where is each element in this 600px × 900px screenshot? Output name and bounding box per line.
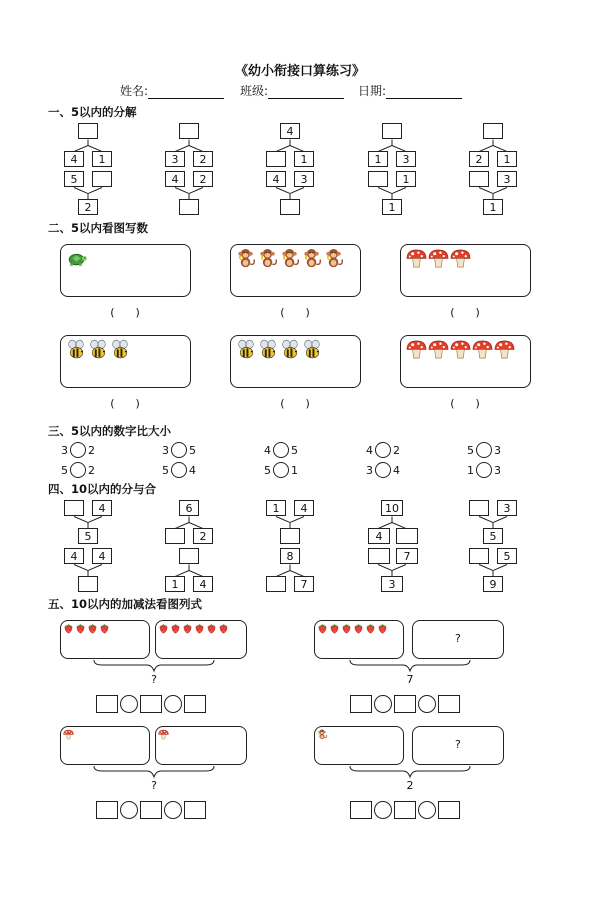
tree-top-box[interactable]: 8	[280, 548, 300, 564]
compare-circle[interactable]	[70, 462, 86, 478]
connector-line	[290, 194, 291, 200]
mushroom-icon	[63, 729, 74, 740]
monkey-icon	[236, 248, 257, 269]
bee-icon	[110, 339, 131, 360]
equation-row	[96, 695, 208, 713]
compare-circle[interactable]	[375, 442, 391, 458]
tree-right-box[interactable]: 2	[193, 151, 213, 167]
bee-icon	[236, 339, 257, 360]
tree-top-box[interactable]	[382, 123, 402, 139]
tree-bottom-box[interactable]: 2	[78, 199, 98, 215]
tree-left-box[interactable]: 1	[368, 151, 388, 167]
compare-circle[interactable]	[273, 442, 289, 458]
compare-left-number: 3	[162, 443, 169, 457]
compare-circle[interactable]	[273, 462, 289, 478]
equation-square[interactable]	[96, 801, 118, 819]
connector-line	[175, 187, 189, 194]
compare-item	[61, 442, 95, 458]
tree-top-box[interactable]	[179, 548, 199, 564]
equation-circle[interactable]	[120, 801, 138, 819]
answer-parentheses[interactable]: ( )	[110, 397, 140, 410]
equation-row	[350, 801, 462, 819]
compare-item	[366, 442, 400, 458]
mushroom-icon	[450, 248, 471, 269]
tree-right-box[interactable]: 2	[193, 528, 213, 544]
mushroom-icon	[472, 339, 493, 360]
date-underline[interactable]	[386, 85, 462, 99]
equation-square[interactable]	[140, 801, 162, 819]
mushroom-icon	[406, 248, 427, 269]
compare-left-number: 5	[162, 463, 169, 477]
section-title-1: 一、5以内的分解	[48, 105, 137, 119]
name-label: 姓名:	[120, 84, 149, 98]
tree-bottom-box[interactable]	[280, 199, 300, 215]
compare-item	[467, 462, 501, 478]
tree-right-box[interactable]: 3	[294, 171, 314, 187]
name-field[interactable]	[120, 82, 224, 99]
bee-icon	[66, 339, 87, 360]
tree-right-box[interactable]: 1	[396, 171, 416, 187]
compare-left-number: 5	[264, 463, 271, 477]
connector-line	[290, 516, 304, 523]
compare-item	[264, 462, 298, 478]
answer-parentheses[interactable]: ( )	[450, 397, 480, 410]
compare-left-number: 3	[366, 463, 373, 477]
compare-item	[61, 462, 95, 478]
answer-parentheses[interactable]: ( )	[280, 306, 310, 319]
name-underline[interactable]	[148, 85, 224, 99]
tree-left-box[interactable]: 3	[165, 151, 185, 167]
connector-line	[88, 571, 89, 577]
answer-parentheses[interactable]: ( )	[450, 306, 480, 319]
equation-square[interactable]	[438, 695, 460, 713]
tree-left-box[interactable]: 4	[64, 548, 84, 564]
connector-line	[378, 564, 392, 571]
section-title-5: 五、10以内的加减法看图列式	[48, 597, 203, 611]
equation-circle[interactable]	[120, 695, 138, 713]
tree-left-box[interactable]: 1	[266, 500, 286, 516]
compare-right-number: 3	[494, 443, 501, 457]
compare-item	[162, 462, 196, 478]
equation-square[interactable]	[394, 801, 416, 819]
strawberry-icon	[75, 623, 86, 634]
tree-top-box[interactable]: 6	[179, 500, 199, 516]
strawberry-icon	[87, 623, 98, 634]
compare-left-number: 3	[61, 443, 68, 457]
answer-parentheses[interactable]: ( )	[110, 306, 140, 319]
tree-right-box[interactable]	[92, 171, 112, 187]
tree-right-box[interactable]: 3	[396, 151, 416, 167]
equation-square[interactable]	[184, 801, 206, 819]
compare-circle[interactable]	[70, 442, 86, 458]
compare-circle[interactable]	[171, 442, 187, 458]
brace-label: ?	[151, 779, 157, 792]
connector-line	[74, 187, 88, 194]
class-field[interactable]	[240, 82, 344, 99]
curly-brace	[348, 659, 478, 673]
connector-line	[392, 194, 393, 200]
compare-circle[interactable]	[476, 442, 492, 458]
equation-circle[interactable]	[164, 801, 182, 819]
tree-left-box[interactable]	[64, 500, 84, 516]
tree-left-box[interactable]	[266, 576, 286, 592]
compare-item	[264, 442, 298, 458]
tree-bottom-box[interactable]: 1	[483, 199, 503, 215]
compare-right-number: 2	[88, 463, 95, 477]
strawberry-icon	[206, 623, 217, 634]
monkey-icon	[280, 248, 301, 269]
compare-left-number: 4	[264, 443, 271, 457]
strawberry-icon	[218, 623, 229, 634]
bee-icon	[302, 339, 323, 360]
strawberry-icon	[99, 623, 110, 634]
tree-left-box[interactable]: 4	[64, 151, 84, 167]
section-title-2: 二、5以内看图写数	[48, 221, 149, 235]
tree-left-box[interactable]	[469, 500, 489, 516]
equation-circle[interactable]	[164, 695, 182, 713]
class-label: 班级:	[240, 84, 269, 98]
section-title-4: 四、10以内的分与合	[48, 482, 157, 496]
tree-right-box[interactable]: 1	[497, 151, 517, 167]
connector-line	[74, 516, 88, 523]
tree-right-box[interactable]: 7	[294, 576, 314, 592]
mushroom-icon	[406, 339, 427, 360]
tree-left-box[interactable]: 2	[469, 151, 489, 167]
strawberry-icon	[194, 623, 205, 634]
tree-top-box[interactable]	[179, 123, 199, 139]
compare-circle[interactable]	[171, 462, 187, 478]
monkey-icon	[302, 248, 323, 269]
section-title-3: 三、5以内的数字比大小	[48, 424, 172, 438]
tree-right-box[interactable]: 4	[294, 500, 314, 516]
strawberry-icon	[353, 623, 364, 634]
connector-line	[290, 523, 291, 529]
tree-left-box[interactable]	[469, 171, 489, 187]
compare-right-number: 5	[189, 443, 196, 457]
mushroom-icon	[450, 339, 471, 360]
compare-right-number: 2	[393, 443, 400, 457]
strawberry-icon	[182, 623, 193, 634]
class-underline[interactable]	[268, 85, 344, 99]
connector-line	[392, 564, 406, 571]
tree-right-box[interactable]: 5	[497, 548, 517, 564]
tree-right-box[interactable]	[396, 528, 418, 544]
compare-left-number: 5	[467, 443, 474, 457]
equation-square[interactable]	[184, 695, 206, 713]
compare-left-number: 4	[366, 443, 373, 457]
curly-brace	[92, 659, 222, 673]
equation-square[interactable]	[96, 695, 118, 713]
strawberry-icon	[158, 623, 169, 634]
equation-row	[350, 695, 462, 713]
compare-right-number: 2	[88, 443, 95, 457]
connector-line	[189, 194, 190, 200]
tree-bottom-box[interactable]: 5	[78, 528, 98, 544]
tree-bottom-box[interactable]: 3	[381, 576, 403, 592]
tree-right-box[interactable]: 1	[294, 151, 314, 167]
compare-item	[162, 442, 196, 458]
connector-line	[88, 523, 89, 529]
strawberry-icon	[377, 623, 388, 634]
tree-left-box[interactable]	[368, 548, 390, 564]
strawberry-icon	[170, 623, 181, 634]
connector-line	[493, 194, 494, 200]
equation-square[interactable]	[394, 695, 416, 713]
mushroom-icon	[428, 248, 449, 269]
connector-line	[88, 194, 89, 200]
tree-left-box[interactable]: 5	[64, 171, 84, 187]
equation-circle[interactable]	[418, 695, 436, 713]
monkey-icon	[317, 729, 328, 740]
tree-bottom-box[interactable]: 1	[382, 199, 402, 215]
strawberry-icon	[63, 623, 74, 634]
tree-left-box[interactable]: 1	[165, 576, 185, 592]
tree-right-box[interactable]: 4	[92, 500, 112, 516]
mushroom-icon	[428, 339, 449, 360]
equation-circle[interactable]	[418, 801, 436, 819]
connector-line	[493, 187, 507, 194]
strawberry-icon	[341, 623, 352, 634]
compare-right-number: 4	[393, 463, 400, 477]
compare-circle[interactable]	[375, 462, 391, 478]
bee-icon	[280, 339, 301, 360]
connector-line	[88, 187, 102, 194]
question-mark: ?	[455, 632, 461, 645]
tree-top-box[interactable]: 10	[381, 500, 403, 516]
tree-right-box[interactable]: 1	[92, 151, 112, 167]
tree-left-box[interactable]: 4	[165, 171, 185, 187]
equation-square[interactable]	[350, 695, 372, 713]
connector-line	[493, 523, 494, 529]
curly-brace	[348, 765, 478, 779]
tree-bottom-box[interactable]	[78, 576, 98, 592]
compare-circle[interactable]	[476, 462, 492, 478]
tree-bottom-box[interactable]: 9	[483, 576, 503, 592]
tree-right-box[interactable]: 3	[497, 171, 517, 187]
compare-item	[366, 462, 400, 478]
connector-line	[479, 187, 493, 194]
tree-top-box[interactable]	[78, 123, 98, 139]
brace-label: ?	[151, 673, 157, 686]
brace-label: 7	[406, 673, 414, 686]
mushroom-icon	[494, 339, 515, 360]
equation-square[interactable]	[140, 695, 162, 713]
tree-right-box[interactable]: 3	[497, 500, 517, 516]
tree-right-box[interactable]: 2	[193, 171, 213, 187]
connector-line	[74, 564, 88, 571]
connector-line	[276, 516, 290, 523]
connector-line	[88, 516, 102, 523]
equation-circle[interactable]	[374, 801, 392, 819]
tree-right-box[interactable]: 7	[396, 548, 418, 564]
turtle-icon	[66, 248, 87, 269]
date-field[interactable]	[358, 82, 462, 99]
tree-left-box[interactable]	[266, 151, 286, 167]
tree-right-box[interactable]: 4	[193, 576, 213, 592]
tree-left-box[interactable]	[368, 171, 388, 187]
bee-icon	[258, 339, 279, 360]
tree-bottom-box[interactable]: 5	[483, 528, 503, 544]
strawberry-icon	[329, 623, 340, 634]
connector-line	[88, 564, 102, 571]
connector-line	[479, 516, 493, 523]
equation-row	[96, 801, 208, 819]
tree-left-box[interactable]: 4	[368, 528, 390, 544]
connector-line	[493, 516, 507, 523]
equation-square[interactable]	[350, 801, 372, 819]
tree-bottom-box[interactable]	[280, 528, 300, 544]
curly-brace	[92, 765, 222, 779]
strawberry-icon	[317, 623, 328, 634]
tree-left-box[interactable]	[165, 528, 185, 544]
equation-circle[interactable]	[374, 695, 392, 713]
connector-line	[290, 187, 304, 194]
compare-right-number: 3	[494, 463, 501, 477]
compare-left-number: 1	[467, 463, 474, 477]
date-label: 日期:	[358, 84, 387, 98]
compare-right-number: 1	[291, 463, 298, 477]
tree-left-box[interactable]: 4	[266, 171, 286, 187]
connector-line	[392, 571, 393, 577]
connector-line	[493, 571, 494, 577]
tree-top-box[interactable]: 4	[280, 123, 300, 139]
monkey-icon	[324, 248, 345, 269]
tree-top-box[interactable]	[483, 123, 503, 139]
tree-right-box[interactable]: 4	[92, 548, 112, 564]
compare-item	[467, 442, 501, 458]
bee-icon	[88, 339, 109, 360]
connector-line	[378, 187, 392, 194]
brace-label: 2	[406, 779, 414, 792]
connector-line	[276, 187, 290, 194]
equation-square[interactable]	[438, 801, 460, 819]
tree-left-box[interactable]	[469, 548, 489, 564]
compare-right-number: 4	[189, 463, 196, 477]
answer-parentheses[interactable]: ( )	[280, 397, 310, 410]
compare-left-number: 5	[61, 463, 68, 477]
page-title: 《幼小衔接口算练习》	[234, 64, 365, 79]
connector-line	[493, 564, 507, 571]
compare-right-number: 5	[291, 443, 298, 457]
mushroom-icon	[158, 729, 169, 740]
monkey-icon	[258, 248, 279, 269]
tree-bottom-box[interactable]	[179, 199, 199, 215]
connector-line	[479, 564, 493, 571]
question-mark: ?	[455, 738, 461, 751]
connector-line	[189, 187, 203, 194]
connector-line	[392, 187, 406, 194]
strawberry-icon	[365, 623, 376, 634]
